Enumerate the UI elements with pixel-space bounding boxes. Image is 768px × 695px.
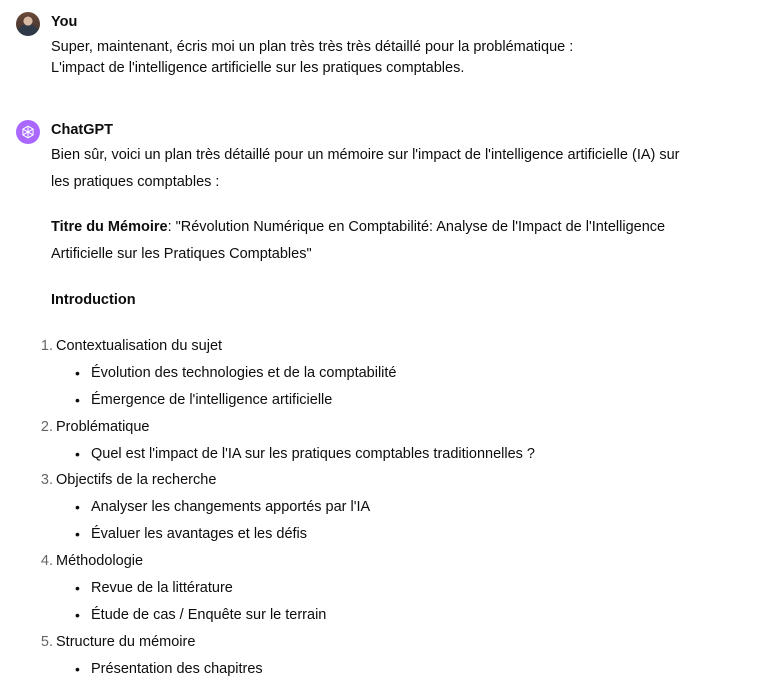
bullet-icon: • [75,446,80,462]
sub-list-item: Présentation des chapitres [91,661,263,677]
memoire-title-line-1 [51,217,665,237]
user-message-line-2: L'impact de l'intelligence artificielle sur les pratiques comptables. [51,60,465,76]
sub-list-item: Émergence de l'intelligence artificielle [91,392,333,408]
list-number: 4. [40,553,53,569]
bullet-icon: • [75,526,80,542]
bullet-icon: • [75,580,80,596]
sub-list-item: Étude de cas / Enquête sur le terrain [91,607,327,623]
bullet-icon: • [75,365,80,381]
list-number: 3. [40,472,53,488]
list-item: Structure du mémoire [56,634,196,650]
list-item: Méthodologie [56,553,144,569]
sub-list-item: Revue de la littérature [91,580,233,596]
memoire-title-line-2: Artificielle sur les Pratiques Comptables" [51,246,312,262]
list-item: Problématique [56,419,150,435]
sub-list-item: Évolution des technologies et de la comptabilité [91,365,397,381]
user-message-line-1: Super, maintenant, écris moi un plan très très très détaillé pour la problématique : [51,39,574,55]
openai-logo-icon [16,120,40,144]
bullet-icon: • [75,607,80,623]
sub-list-item: Analyser les changements apportés par l'IA [91,499,371,515]
bullet-icon: • [75,499,80,515]
sub-list-item: Quel est l'impact de l'IA sur les pratiques comptables traditionnelles ? [91,446,535,462]
assistant-author-name: ChatGPT [51,122,114,138]
assistant-intro-line-2: les pratiques comptables : [51,174,220,190]
list-number: 5. [40,634,53,650]
sub-list-item: Évaluer les avantages et les défis [91,526,308,542]
bullet-icon: • [75,661,80,677]
list-item: Objectifs de la recherche [56,472,217,488]
user-author-name: You [51,14,78,30]
list-item: Contextualisation du sujet [56,338,223,354]
list-number: 2. [40,419,53,435]
memoire-title-text: : "Révolution Numérique en Comptabilité: Analyse de l'Impact de l'Intelligence [167,219,666,235]
section-heading-introduction: Introduction [51,292,136,308]
bullet-icon: • [75,392,80,408]
list-number: 1. [40,338,53,354]
memoire-title-label: Titre du Mémoire [51,219,168,235]
assistant-intro-line-1: Bien sûr, voici un plan très détaillé pour un mémoire sur l'impact de l'intelligence artificielle (IA) sur [51,147,680,163]
user-avatar [16,12,40,36]
